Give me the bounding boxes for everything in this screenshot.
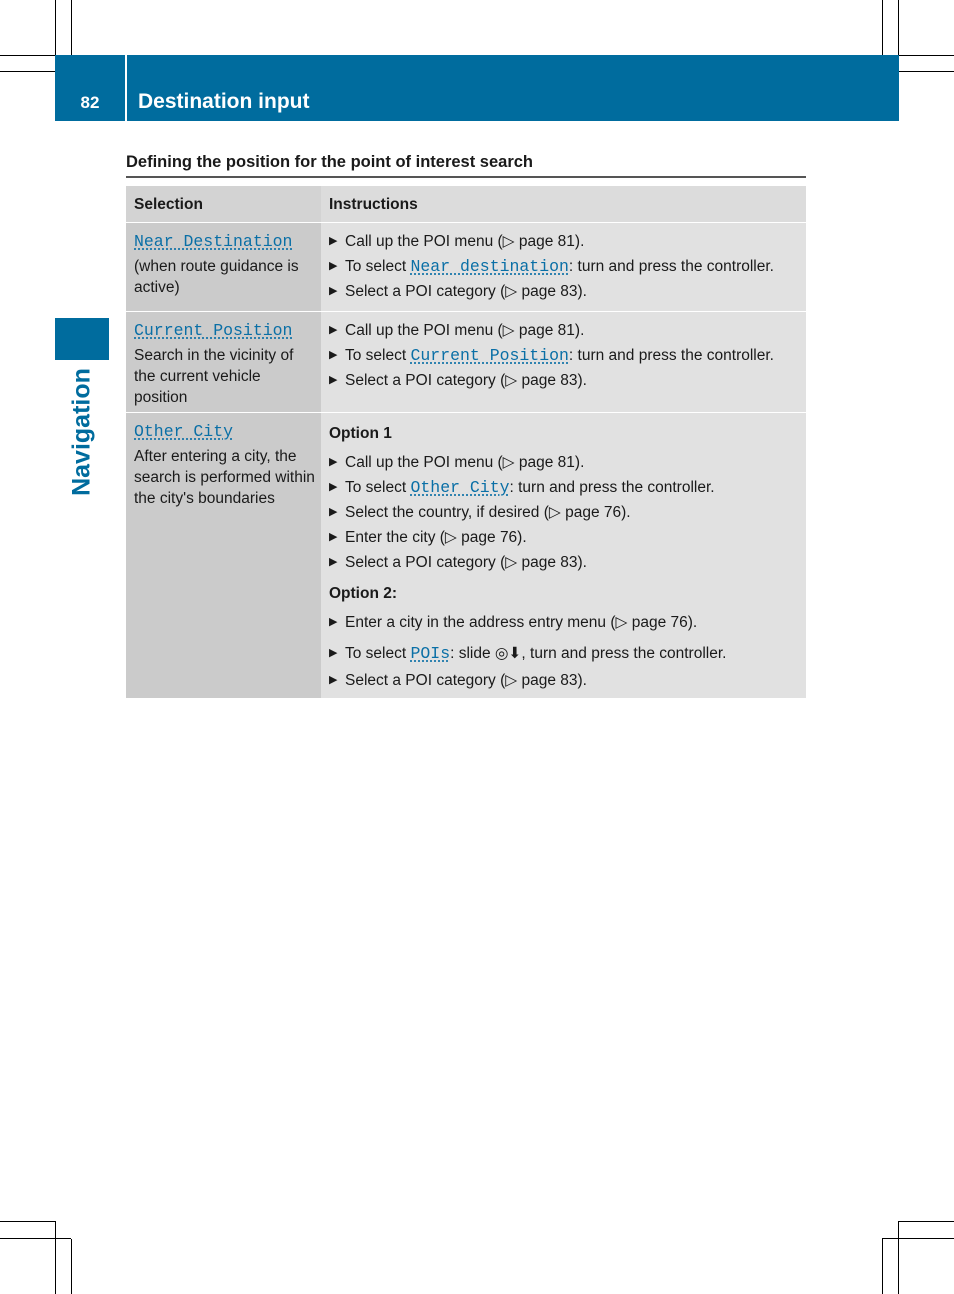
selection-title: Near Destination: [134, 232, 293, 251]
header-selection: Selection: [126, 186, 321, 222]
step-text: Call up the POI menu (▷ page 81).: [345, 454, 585, 471]
instructions-cell: [321, 413, 806, 698]
selection-cell: [126, 223, 321, 311]
triangle-right-icon: ▶: [329, 260, 338, 272]
instruction-step: [329, 231, 798, 252]
triangle-right-icon: ▶: [329, 506, 338, 518]
step-text-post: : turn and press the controller.: [568, 258, 774, 275]
triangle-right-icon: ▶: [329, 556, 338, 568]
instruction-step: [329, 527, 798, 548]
menu-item-link: Other City: [410, 478, 510, 497]
menu-item-link: Current Position: [410, 346, 569, 365]
selection-description: (when route guidance is active): [134, 258, 299, 296]
instruction-step: [329, 670, 798, 691]
crop-mark: [898, 1221, 954, 1222]
crop-mark: [0, 55, 55, 56]
instruction-step: [329, 477, 798, 498]
instruction-step: [329, 502, 798, 523]
crop-mark: [882, 1239, 883, 1294]
instruction-step: [329, 281, 798, 302]
crop-mark: [0, 1238, 71, 1239]
triangle-right-icon: ▶: [329, 674, 338, 686]
step-text: Select the country, if desired (▷ page 76).: [345, 504, 631, 521]
instruction-step: [329, 370, 798, 391]
step-text-pre: To select: [345, 645, 411, 662]
triangle-right-icon: ▶: [329, 235, 338, 247]
menu-item-link: POIs: [410, 644, 451, 663]
option-2-label: Option 2:: [329, 585, 398, 602]
step-text-post: : slide ◎⬇, turn and press the controller.: [450, 645, 727, 662]
instruction-step: [329, 345, 798, 366]
header-instructions: Instructions: [321, 186, 806, 222]
step-text-post: : turn and press the controller.: [568, 347, 774, 364]
section-heading: Defining the position for the point of interest search: [126, 153, 534, 171]
crop-mark: [882, 0, 883, 55]
instruction-step: [329, 452, 798, 473]
crop-mark: [71, 1239, 72, 1294]
triangle-right-icon: ▶: [329, 481, 338, 493]
spacer: [329, 577, 798, 581]
step-text: [345, 256, 774, 277]
step-text: Select a POI category (▷ page 83).: [345, 672, 587, 689]
step-text-pre: To select: [345, 479, 411, 496]
selection-cell: [126, 312, 321, 412]
option-1-label: Option 1: [329, 425, 392, 442]
table-row: [126, 222, 806, 311]
chapter-label: Navigation: [67, 368, 96, 496]
step-text: Call up the POI menu (▷ page 81).: [345, 233, 585, 250]
table-header-row: [126, 186, 806, 222]
triangle-right-icon: ▶: [329, 374, 338, 386]
triangle-right-icon: ▶: [329, 456, 338, 468]
instructions-cell: [321, 223, 806, 311]
step-text-pre: To select: [345, 347, 411, 364]
step-text: Call up the POI menu (▷ page 81).: [345, 322, 585, 339]
table-row: [126, 412, 806, 698]
step-text: Enter a city in the address entry menu (▷ page 76).: [345, 614, 698, 631]
header-divider: [125, 55, 127, 121]
crop-mark: [898, 1221, 899, 1294]
instruction-step: [329, 256, 798, 277]
triangle-right-icon: ▶: [329, 647, 338, 659]
selection-description: After entering a city, the search is performed within the city's boundaries: [134, 448, 315, 507]
step-text: Select a POI category (▷ page 83).: [345, 554, 587, 571]
instruction-step: [329, 552, 798, 573]
instruction-step: [329, 612, 798, 633]
crop-mark: [55, 0, 56, 55]
step-text: [345, 477, 715, 498]
crop-mark: [0, 1221, 55, 1222]
instruction-step: [329, 643, 798, 664]
triangle-right-icon: ▶: [329, 349, 338, 361]
triangle-right-icon: ▶: [329, 285, 338, 297]
crop-mark: [0, 71, 55, 72]
instruction-step: [329, 320, 798, 341]
instructions-cell: [321, 312, 806, 412]
triangle-right-icon: ▶: [329, 616, 338, 628]
crop-mark: [899, 55, 954, 56]
selection-description: Search in the vicinity of the current vehicle position: [134, 347, 294, 406]
step-text: [345, 643, 726, 664]
side-tab-marker: [55, 318, 109, 360]
step-text: Select a POI category (▷ page 83).: [345, 372, 587, 389]
step-text-post: : turn and press the controller.: [509, 479, 715, 496]
crop-mark: [882, 1238, 954, 1239]
crop-mark: [898, 0, 899, 55]
selection-title: Current Position: [134, 321, 293, 340]
table-row: [126, 311, 806, 412]
triangle-right-icon: ▶: [329, 324, 338, 336]
crop-mark: [55, 1221, 56, 1294]
triangle-right-icon: ▶: [329, 531, 338, 543]
step-text: [345, 345, 774, 366]
poi-table: [126, 186, 806, 698]
section-rule: [126, 176, 806, 178]
step-text: Enter the city (▷ page 76).: [345, 529, 527, 546]
step-text-pre: To select: [345, 258, 411, 275]
page-title: Destination input: [138, 90, 310, 113]
page-number: 82: [80, 93, 100, 112]
crop-mark: [899, 71, 954, 72]
crop-mark: [71, 0, 72, 55]
selection-cell: [126, 413, 321, 698]
step-text: Select a POI category (▷ page 83).: [345, 283, 587, 300]
selection-title: Other City: [134, 422, 234, 441]
menu-item-link: Near destination: [410, 257, 569, 276]
